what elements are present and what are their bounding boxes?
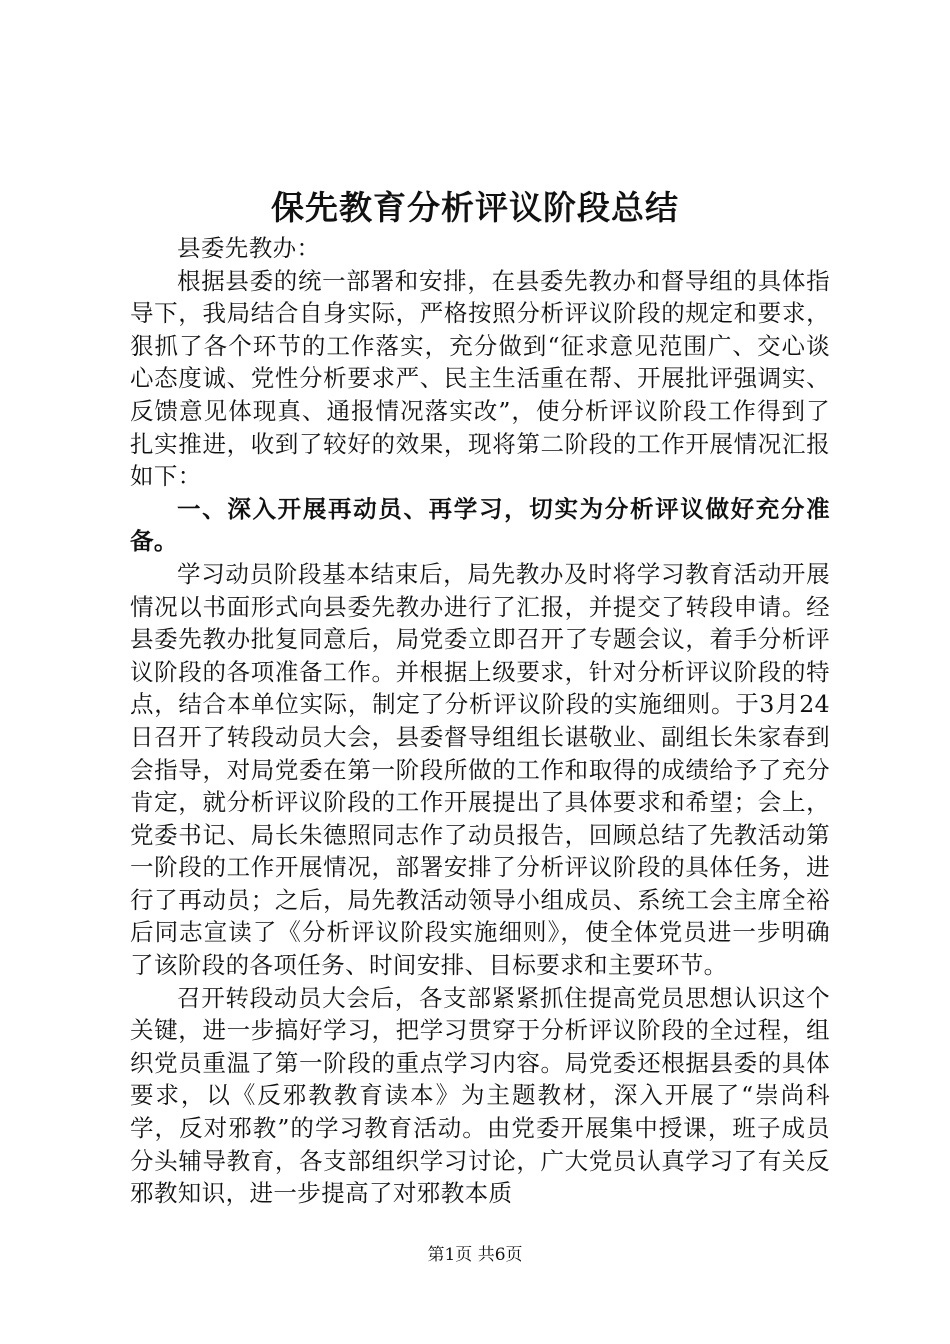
intro-paragraph: 根据县委的统一部署和安排，在县委先教办和督导组的具体指导下，我局结合自身实际，严格按照分析评议阶段的规定和要求，狠抓了各个环节的工作落实，充分做到“征求意见范围广、交心谈心态度诚、党性分析要求严、民主生活重在帮、开展批评强调实、反馈意见体现真、通报情况落实改”，使分析评议阶段工作得到了扎实推进，收到了较好的效果，现将第二阶段的工作开展情况汇报如下： bbox=[130, 266, 830, 491]
body-paragraph: 学习动员阶段基本结束后，局先教办及时将学习教育活动开展情况以书面形式向县委先教办进行了汇报，并提交了转段申请。经县委先教办批复同意后，局党委立即召开了专题会议，着手分析评议阶段的各项准备工作。并根据上级要求，针对分析评议阶段的特点，结合本单位实际，制定了分析评议阶段的实施细则。于3月24日召开了转段动员大会，县委督导组组长谌敬业、副组长朱家春到会指导，对局党委在第一阶段所做的工作和取得的成绩给予了充分肯定，就分析评议阶段的工作开展提出了具体要求和希望；会上，党委书记、局长朱德照同志作了动员报告，回顾总结了先教活动第一阶段的工作开展情况，部署安排了分析评议阶段的具体任务，进行了再动员；之后，局先教活动领导小组成员、系统工会主席全裕后同志宣读了《分析评议阶段实施细则》，使全体党员进一步明确了该阶段的各项任务、时间安排、目标要求和主要环节。 bbox=[130, 559, 830, 980]
document-body bbox=[130, 232, 830, 1210]
salutation: 县委先教办： bbox=[177, 234, 321, 262]
body-paragraph: 召开转段动员大会后，各支部紧紧抓住提高党员思想认识这个关键，进一步搞好学习，把学习贯穿于分析评议阶段的全过程，组织党员重温了第一阶段的重点学习内容。局党委还根据县委的具体要求，以《反邪教教育读本》为主题教材，深入开展了“崇尚科学，反对邪教”的学习教育活动。由党委开展集中授课，班子成员分头辅导教育，各支部组织学习讨论，广大党员认真学习了有关反邪教知识，进一步提高了对邪教本质 bbox=[130, 983, 830, 1208]
page-number: 第1页 共6页 bbox=[427, 1245, 523, 1265]
document-title: 保先教育分析评议阶段总结 bbox=[271, 188, 679, 227]
section-heading: 一、深入开展再动员、再学习，切实为分析评议做好充分准备。 bbox=[130, 494, 830, 556]
